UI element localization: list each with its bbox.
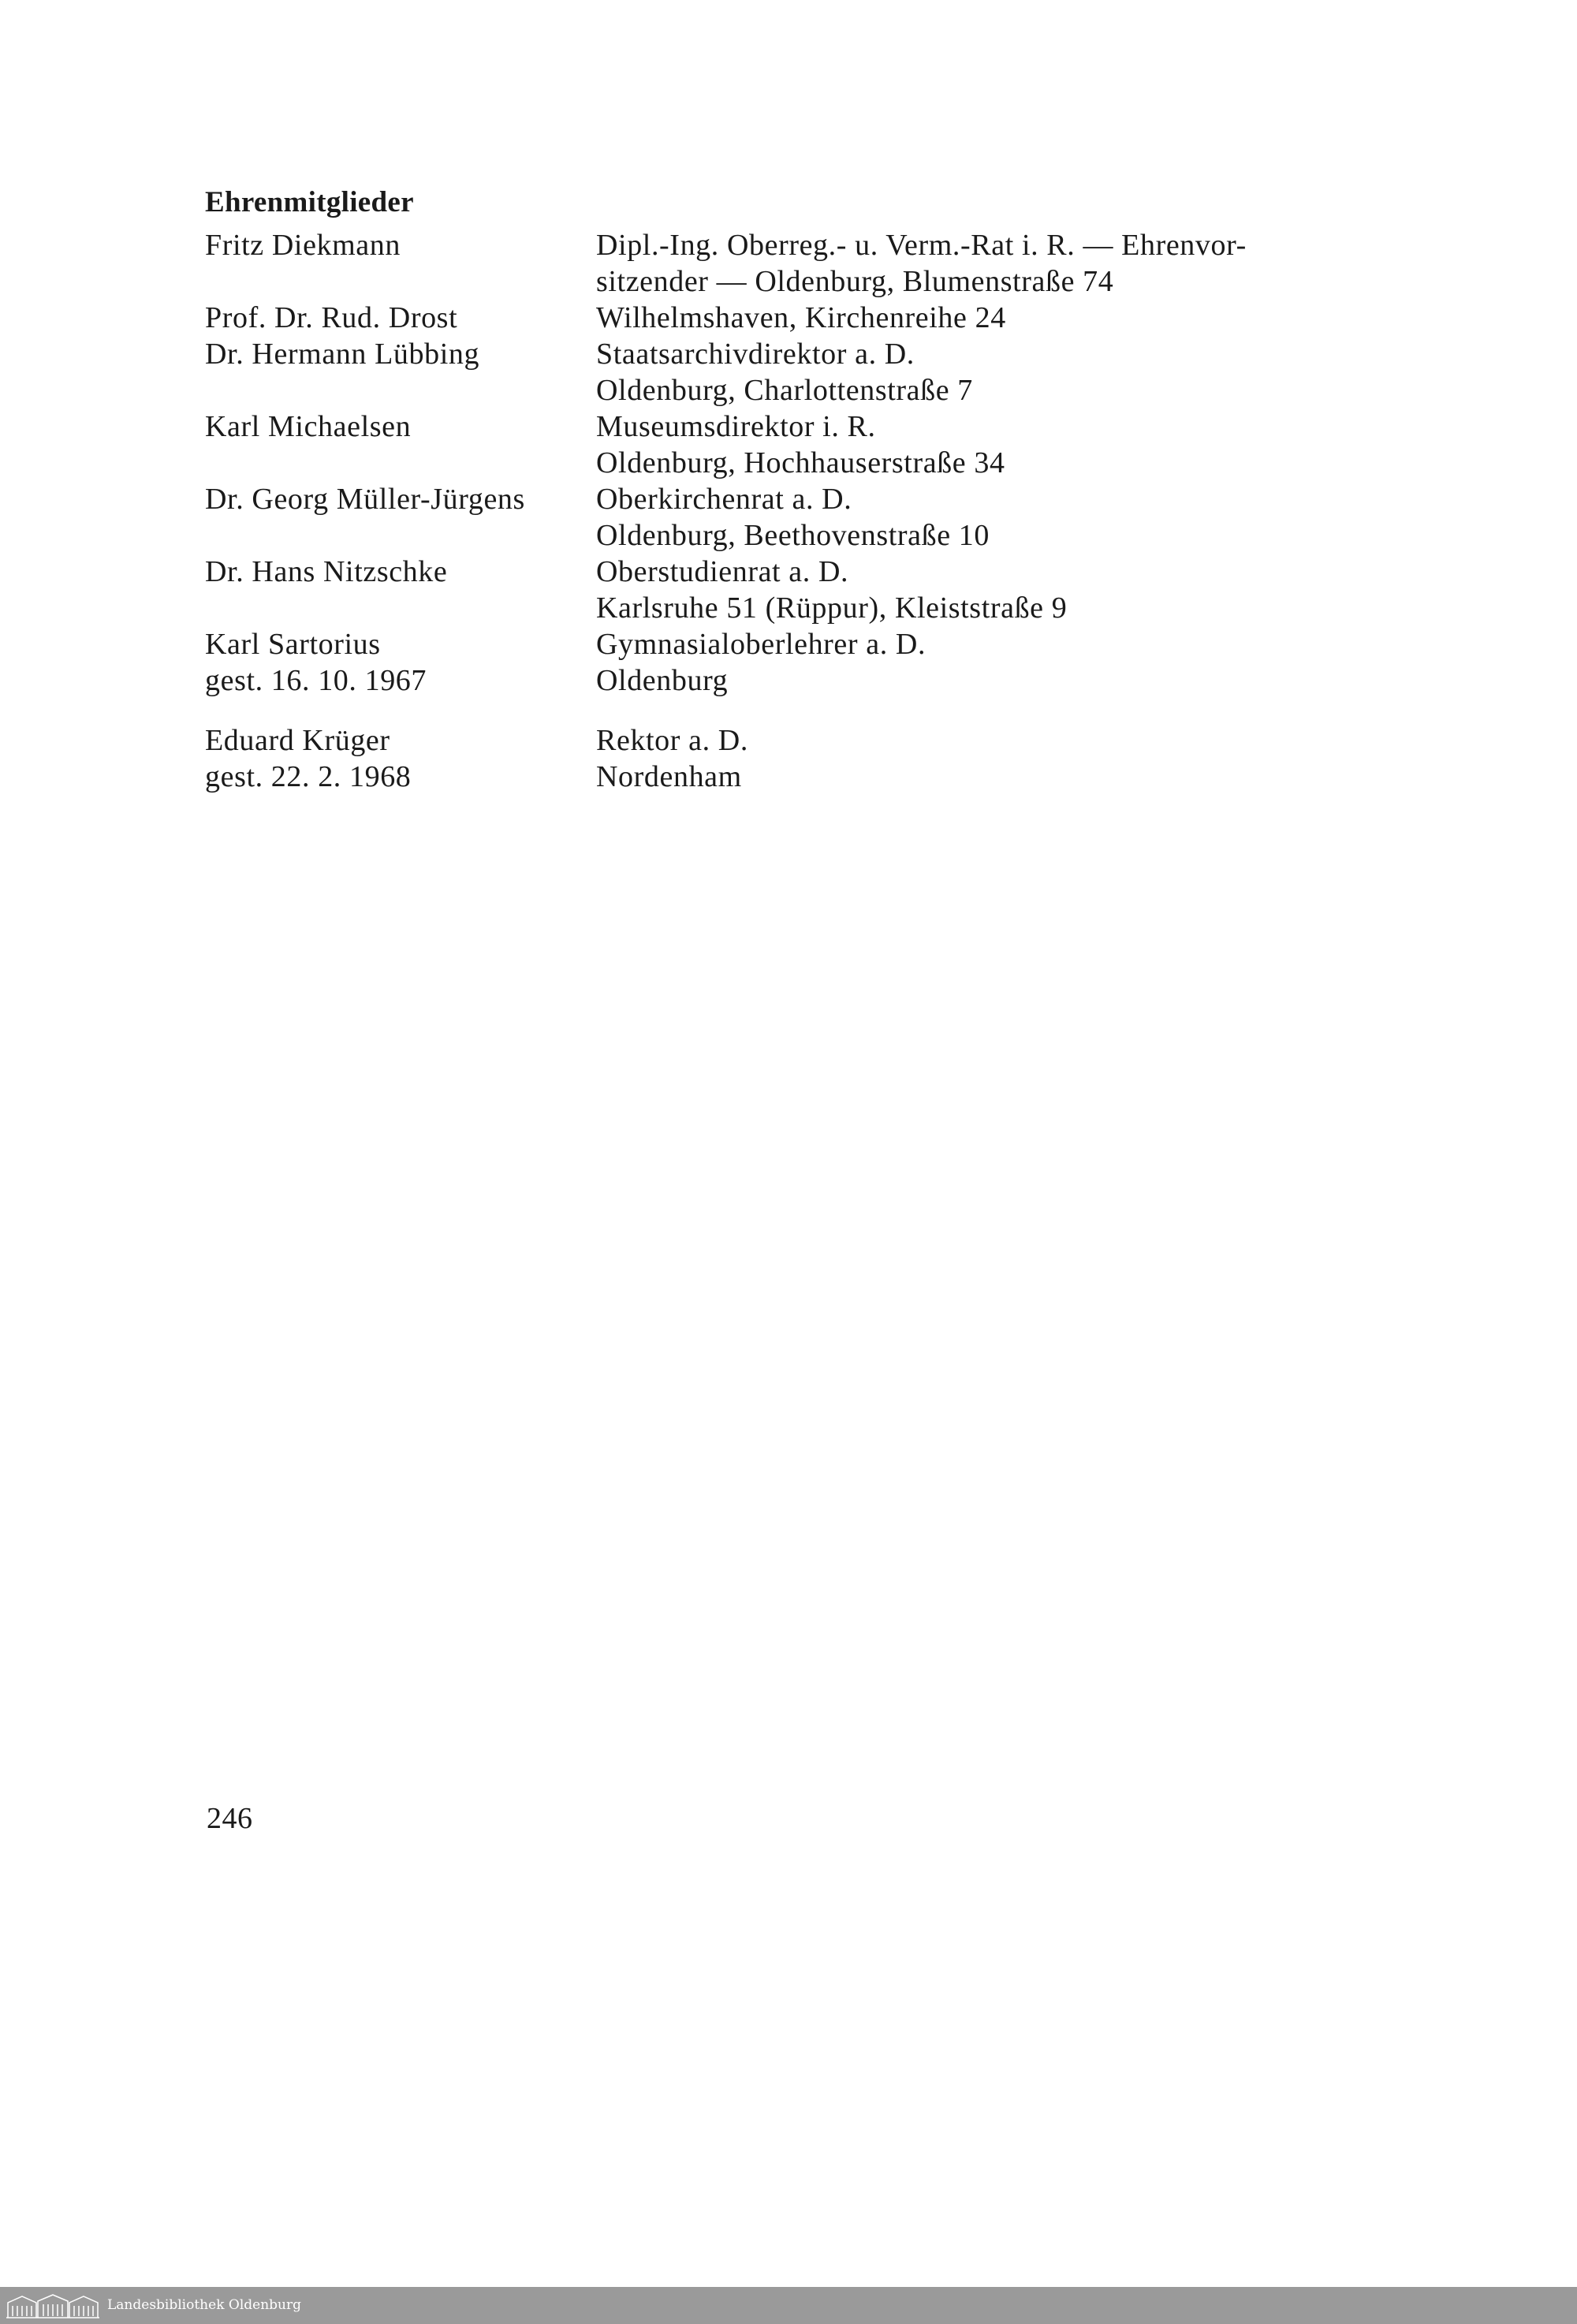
member-address-line: Oberkirchenrat a. D. [596,483,852,516]
member-address-line: Oberstudienrat a. D. [596,555,849,588]
member-entry [205,300,1388,336]
member-address-line: Oldenburg [596,664,729,697]
member-entry [205,626,1388,699]
member-name: Eduard Krüger [205,724,390,757]
page-number: 246 [207,1802,253,1835]
member-address-line: Karlsruhe 51 (Rüppur), Kleiststraße 9 [596,591,1068,625]
member-address-line: Staatsarchivdirektor a. D. [596,338,915,371]
library-name: Landesbibliothek Oldenburg [107,2297,302,2313]
member-entry [205,227,1388,300]
member-address-line: Rektor a. D. [596,724,748,757]
member-name: Fritz Diekmann [205,229,401,262]
member-name: Dr. Hans Nitzschke [205,555,448,588]
member-address-line: Oldenburg, Hochhauserstraße 34 [596,446,1005,479]
member-name: Dr. Georg Müller-Jürgens [205,483,525,516]
member-address-line: Wilhelmshaven, Kirchenreihe 24 [596,301,1006,334]
member-entry [205,722,1388,795]
member-address-line: sitzender — Oldenburg, Blumenstraße 74 [596,265,1114,298]
member-address-line: Gymnasialoberlehrer a. D. [596,628,926,661]
member-entry [205,481,1388,554]
member-name: Karl Michaelsen [205,410,412,443]
member-entry [205,408,1388,481]
library-building-icon [6,2293,99,2318]
section-heading: Ehrenmitglieder [205,186,414,218]
member-address-line: Oldenburg, Charlottenstraße 7 [596,374,973,407]
member-address-line: Museumsdirektor i. R. [596,410,876,443]
member-address-line: Dipl.-Ing. Oberreg.- u. Verm.-Rat i. R. — Ehrenvor- [596,229,1247,262]
member-entry [205,554,1388,626]
footer-bar [0,2287,1577,2324]
member-address-line: Oldenburg, Beethovenstraße 10 [596,519,990,552]
member-name: Prof. Dr. Rud. Drost [205,301,458,334]
member-death-date: gest. 16. 10. 1967 [205,664,427,697]
member-name: Dr. Hermann Lübbing [205,338,480,371]
member-address-line: Nordenham [596,760,742,793]
member-death-date: gest. 22. 2. 1968 [205,760,412,793]
member-name: Karl Sartorius [205,628,381,661]
member-entry [205,336,1388,408]
